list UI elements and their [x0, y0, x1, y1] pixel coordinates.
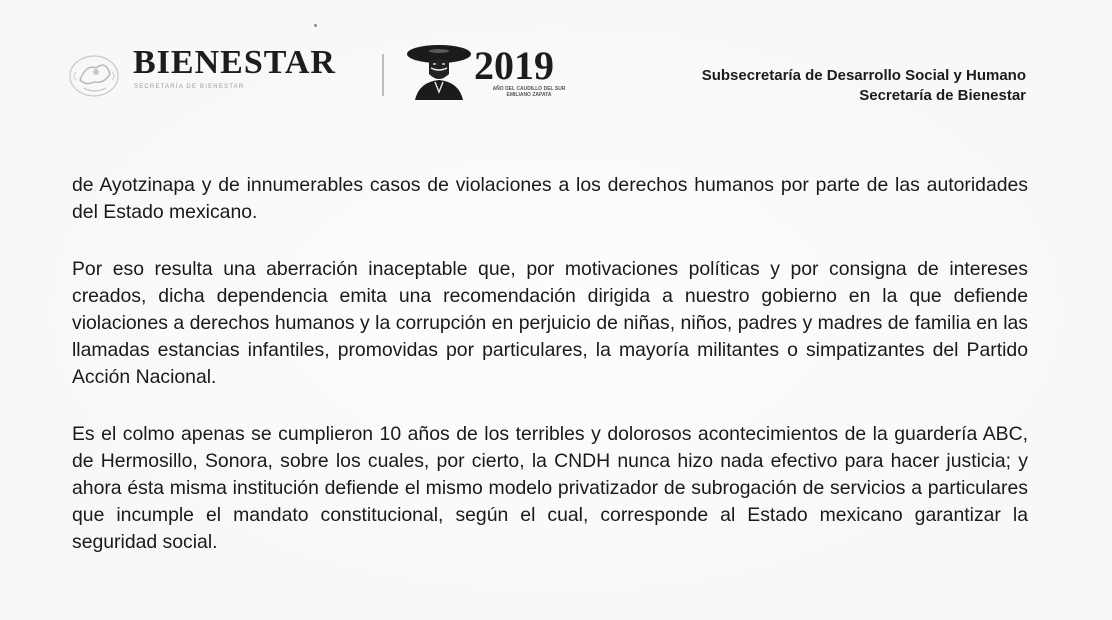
department-block — [702, 66, 1026, 106]
year-subtitle-line1: AÑO DEL CAUDILLO DEL SUR — [492, 86, 566, 92]
brand-name: BIENESTAR — [133, 44, 336, 81]
national-seal-icon — [66, 50, 122, 100]
paragraph-2: Por eso resulta una aberración inaceptable que, por motivaciones políticas y por consigna de intereses creados, dicha dependencia emita una recomendación dirigida a nuestro gobierno en la que defiende violaciones a derechos humanos y la corrupción en perjuicio de niñas, niños, padres y madres de familia en las llamadas estancias infantiles, promovidas por particulares, la mayoría militantes o simpatizantes del Partido Acción Nacional. — [72, 258, 1028, 388]
letter-body — [72, 172, 1028, 586]
department-line1: Subsecretaría de Desarrollo Social y Humano — [701, 67, 1026, 84]
paragraph-1: de Ayotzinapa y de innumerables casos de violaciones a los derechos humanos por parte de las autoridades del Estado mexicano. — [72, 174, 1028, 223]
year-subtitle — [484, 86, 574, 98]
letterhead — [0, 0, 1112, 140]
year-subtitle-line2: EMILIANO ZAPATA — [506, 92, 552, 98]
brand-subtitle: SECRETARÍA DE BIENESTAR — [134, 84, 245, 90]
year-title: 2019 — [474, 43, 554, 88]
department-line2: Secretaría de Bienestar — [859, 87, 1026, 104]
paragraph-3: Es el colmo apenas se cumplieron 10 años de los terribles y dolorosos acontecimientos de la guardería ABC, de Hermosillo, Sonora, sobre los cuales, por cierto, la CNDH nunca hizo nada efectivo para hacer justicia; y ahora ésta misma institución defiende el mismo modelo privatizador de subrogación de servicios a particulares que incumple el mandato constitucional, según el cual, corresponde al Estado mexicano garantizar la seguridad social. — [72, 423, 1028, 553]
zapata-portrait-icon — [405, 40, 473, 102]
header-divider — [382, 54, 384, 96]
